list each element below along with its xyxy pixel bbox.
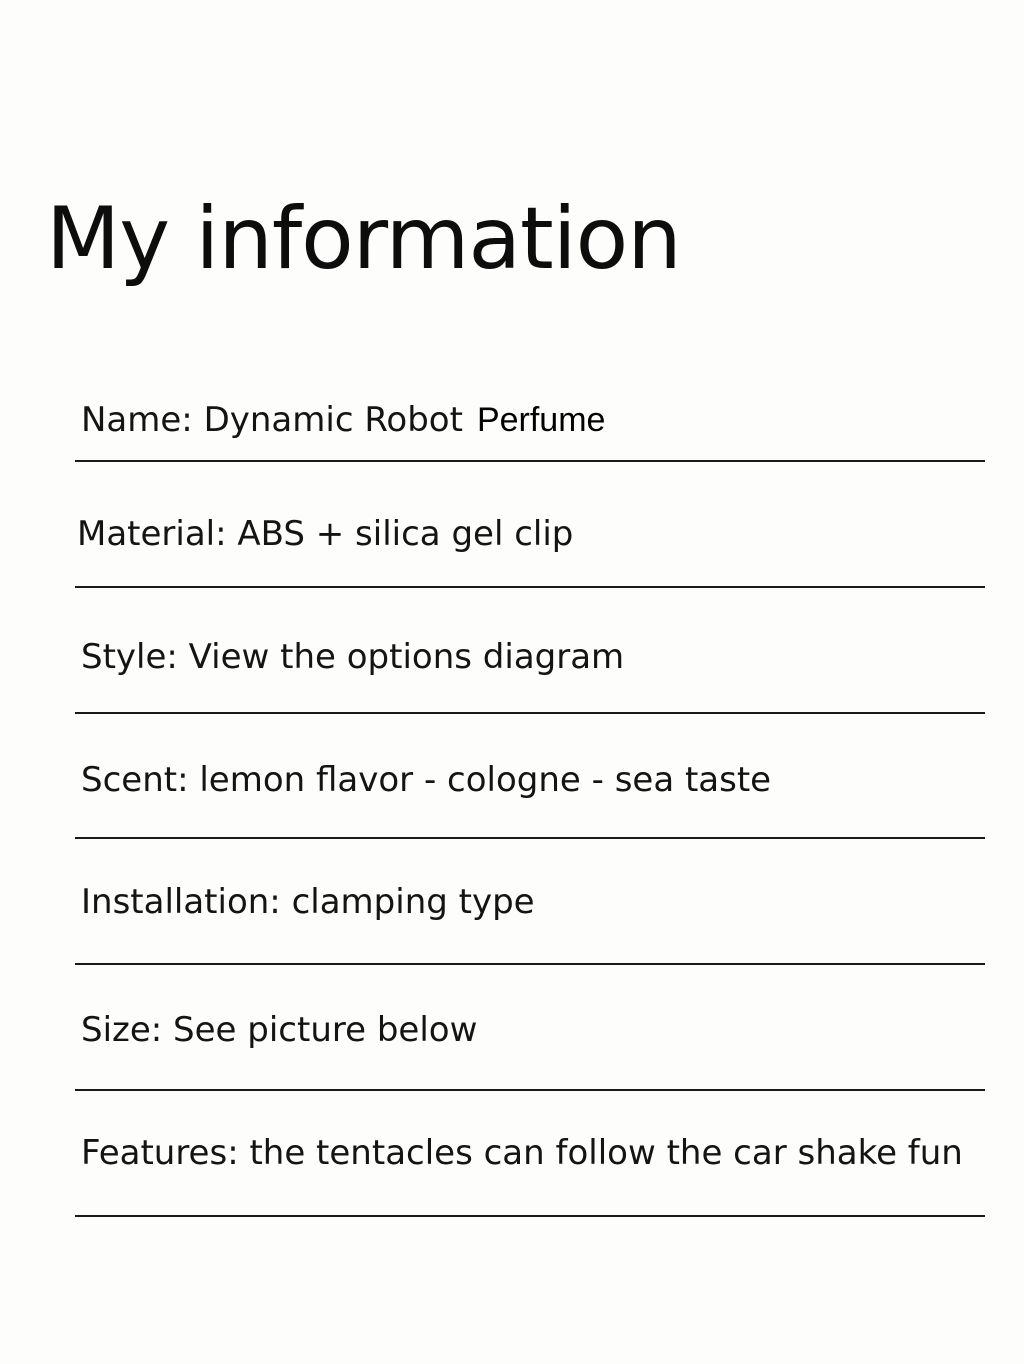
field-name bbox=[75, 400, 985, 440]
field-divider bbox=[75, 586, 985, 588]
field-features bbox=[75, 1133, 985, 1173]
field-name-label: Name: Dynamic Robot bbox=[81, 400, 463, 440]
field-divider bbox=[75, 1215, 985, 1217]
field-size bbox=[75, 1010, 985, 1050]
field-installation bbox=[75, 882, 985, 922]
field-material bbox=[75, 514, 985, 554]
field-scent bbox=[75, 760, 985, 800]
field-divider bbox=[75, 712, 985, 714]
field-installation-label: Installation: clamping type bbox=[81, 882, 535, 922]
field-size-label: Size: See picture below bbox=[81, 1010, 478, 1050]
field-divider bbox=[75, 460, 985, 462]
field-style bbox=[75, 637, 985, 677]
page-title: My information bbox=[46, 189, 681, 289]
field-divider bbox=[75, 837, 985, 839]
field-name-text bbox=[81, 400, 605, 440]
field-divider bbox=[75, 963, 985, 965]
field-features-label: Features: the tentacles can follow the car shake fun bbox=[81, 1133, 963, 1173]
field-scent-label: Scent: lemon flavor - cologne - sea taste bbox=[81, 760, 772, 800]
field-style-label: Style: View the options diagram bbox=[81, 637, 625, 677]
field-divider bbox=[75, 1089, 985, 1091]
field-material-label: Material: ABS + silica gel clip bbox=[77, 514, 574, 554]
field-name-extra: Perfume bbox=[476, 401, 606, 439]
